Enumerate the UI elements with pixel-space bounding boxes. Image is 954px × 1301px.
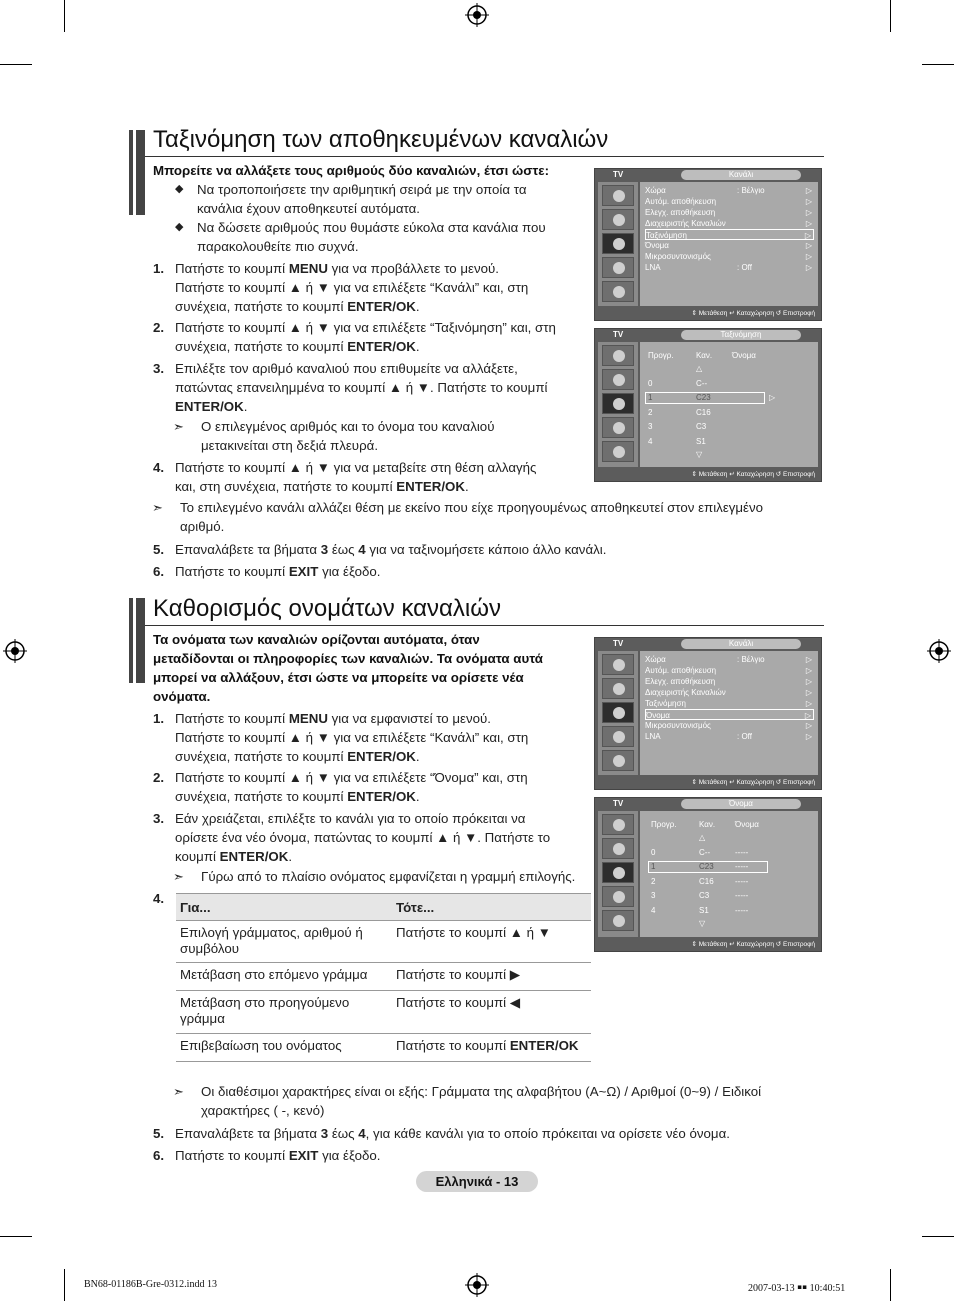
- osd-sort-body: [640, 342, 818, 467]
- note-line: Γύρω από το πλαίσιο ονόματος εμφανίζεται η γραμμή επιλογής.: [201, 869, 576, 884]
- channel-name: C16: [699, 877, 714, 886]
- step-line: Επιλέξτε τον αριθμό καναλιού που επιθυμείτε να αλλάξετε,: [175, 361, 518, 376]
- step-item: [153, 540, 607, 559]
- program-number: 3: [648, 422, 653, 431]
- step-item: [153, 318, 556, 356]
- osd-title: Κανάλι: [681, 639, 801, 649]
- program-number: 0: [648, 379, 653, 388]
- crop-mark: [890, 0, 891, 32]
- channel-icon: [602, 862, 634, 883]
- step-item: [153, 562, 381, 581]
- step-line: ENTER/OK.: [175, 399, 248, 414]
- osd-sidebar: [598, 811, 638, 937]
- osd-menu-item[interactable]: Χώρα : Βέλγιο ▷: [645, 186, 812, 195]
- picture-icon: [602, 345, 634, 366]
- note-arrow-icon: ➣: [173, 419, 184, 434]
- step-line: Πατήστε το κουμπί MENU για να εμφανιστεί το μενού.: [175, 711, 491, 726]
- up-arrow-icon: △: [699, 833, 706, 842]
- osd-name-body: [640, 811, 818, 937]
- program-number: 1: [648, 393, 653, 402]
- note-line: Οι διαθέσιμοι χαρακτήρες είναι οι εξής: Γράμματα της αλφαβήτου (Α~Ω) / Αριθμοί (0~9) / Ειδικοί: [201, 1084, 762, 1099]
- step-item: [153, 768, 528, 806]
- osd-menu-body: [640, 182, 818, 306]
- tv-osd-channel-menu: [594, 168, 822, 321]
- step-number: 2.: [153, 770, 165, 785]
- setup-icon: [602, 257, 634, 278]
- step-number: 4.: [153, 891, 165, 906]
- col-header: Όνομα: [732, 351, 756, 360]
- osd-sidebar: [598, 342, 638, 467]
- table-row: Μετάβαση στο προηγούμενο γράμμα Πατήστε το κουμπί ◀: [176, 991, 591, 1034]
- registration-mark-icon: [3, 639, 27, 663]
- step-line: και, στη συνέχεια, πατήστε το κουμπί ENTER/OK.: [175, 479, 469, 494]
- note: [173, 1082, 762, 1120]
- note: [152, 498, 764, 536]
- step-line: κουμπί ENTER/OK.: [175, 849, 293, 864]
- registration-mark-icon: [927, 639, 951, 663]
- step-number: 3.: [153, 811, 165, 826]
- section-rule: [145, 625, 824, 626]
- step-line: συνέχεια, πατήστε το κουμπί ENTER/OK.: [175, 299, 420, 314]
- input-icon: [602, 441, 634, 462]
- tv-osd-name: [594, 797, 822, 952]
- bullet-line: παρακολουθείτε πιο συχνά.: [197, 239, 359, 254]
- input-icon: [602, 910, 634, 931]
- section-marker: [129, 598, 145, 683]
- channel-name: C--: [699, 848, 711, 857]
- step-number: 3.: [153, 361, 165, 376]
- channel-name: C23: [699, 862, 714, 871]
- crop-mark: [0, 1236, 32, 1237]
- registration-mark-icon: [465, 1273, 489, 1297]
- step-item: [153, 1146, 381, 1165]
- note-line: χαρακτήρες ( -, κενό): [201, 1103, 325, 1118]
- step-line: Πατήστε το κουμπί ▲ ή ▼ για να επιλέξετε “Κανάλι” και, στη: [175, 730, 529, 745]
- program-number: 1: [651, 862, 656, 871]
- bullet-line: κανάλια έχουν αποθηκευτεί αυτόματα.: [197, 201, 420, 216]
- channel-icon: [602, 233, 634, 254]
- input-icon: [602, 281, 634, 302]
- col-header: Προγρ.: [651, 820, 677, 829]
- step-line: Επαναλάβετε τα βήματα 3 έως 4, για κάθε κανάλι για το οποίο πρόκειται να ορίσετε νέο όνομα.: [175, 1126, 730, 1141]
- step-number: 2.: [153, 320, 165, 335]
- note-arrow-icon: ➣: [152, 500, 163, 515]
- section-marker: [129, 130, 145, 215]
- setup-icon: [602, 726, 634, 747]
- up-arrow-icon: △: [696, 364, 703, 373]
- osd-menu-item[interactable]: Χώρα : Βέλγιο ▷: [645, 655, 812, 664]
- step-number: 1.: [153, 261, 165, 276]
- step-line: Πατήστε το κουμπί EXIT για έξοδο.: [175, 564, 381, 579]
- col-header: Όνομα: [735, 820, 759, 829]
- table-header: Για...: [176, 894, 392, 921]
- name-field: -----: [735, 848, 749, 857]
- bullet-item: [175, 180, 527, 218]
- step-number: 6.: [153, 564, 165, 579]
- section-intro: Τα ονόματα των καναλιών ορίζονται αυτόματα, όταν μεταδίδονται οι πληροφορίες των καναλιών. Τα ονόματα αυτά μπορεί να αλλάξουν, έτσι ώστε να μπορείτε να ορίσετε νέα ονόματα.: [153, 632, 543, 704]
- step-number: 1.: [153, 711, 165, 726]
- osd-menu-item[interactable]: LNA : Off ▷: [645, 732, 812, 741]
- section-rule: [145, 156, 824, 157]
- osd-menu-item[interactable]: Όνομα ▷: [645, 241, 812, 250]
- channel-icon: [602, 702, 634, 723]
- osd-menu-item[interactable]: Μικροσυντονισμός ▷: [645, 721, 812, 730]
- picture-icon: [602, 814, 634, 835]
- down-arrow-icon: ▽: [699, 919, 706, 928]
- name-field: -----: [735, 877, 749, 886]
- channel-name: C3: [699, 891, 710, 900]
- osd-menu-item[interactable]: Ελεγχ. αποθήκευση ▷: [645, 208, 812, 217]
- program-number: 4: [651, 906, 656, 915]
- note-line: Ο επιλεγμένος αριθμός και το όνομα του καναλιού: [201, 419, 495, 434]
- crop-mark: [922, 64, 954, 65]
- osd-menu-item[interactable]: Μικροσυντονισμός ▷: [645, 252, 812, 261]
- footer-file: BN68-01186B-Gre-0312.indd 13: [84, 1279, 217, 1290]
- osd-tv-label: TV: [613, 330, 624, 339]
- sound-icon: [602, 678, 634, 699]
- step-line: Πατήστε το κουμπί ▲ ή ▼ για να επιλέξετε “Ταξινόμηση” και, στη: [175, 320, 556, 335]
- step-line: συνέχεια, πατήστε το κουμπί ENTER/OK.: [175, 339, 420, 354]
- step-item: [153, 359, 548, 416]
- channel-name: C16: [696, 408, 711, 417]
- name-field[interactable]: -----: [735, 862, 749, 871]
- osd-footer: ⇕ Μετάθεση ↵ Καταχώρηση ↺ Επιστροφή: [691, 779, 815, 786]
- bullet-line: Να τροποποιήσετε την αριθμητική σειρά με την οποία τα: [197, 182, 527, 197]
- step-line: συνέχεια, πατήστε το κουμπί ENTER/OK.: [175, 789, 420, 804]
- channel-name: C3: [696, 422, 707, 431]
- diamond-bullet-icon: ◆: [175, 221, 184, 233]
- setup-icon: [602, 886, 634, 907]
- table-row: Επιλογή γράμματος, αριθμού ή συμβόλου Πατήστε το κουμπί ▲ ή ▼: [176, 921, 591, 963]
- section-title: Καθορισμός ονομάτων καναλιών: [153, 595, 501, 622]
- step-line: Πατήστε το κουμπί ▲ ή ▼ για να μεταβείτε στη θέση αλλαγής: [175, 460, 537, 475]
- osd-title: Ταξινόμηση: [681, 330, 801, 340]
- setup-icon: [602, 417, 634, 438]
- program-number: 3: [651, 891, 656, 900]
- col-header: Καν.: [696, 351, 713, 360]
- table-row: Μετάβαση στο επόμενο γράμμα Πατήστε το κουμπί ▶: [176, 963, 591, 991]
- channel-icon: [602, 393, 634, 414]
- diamond-bullet-icon: ◆: [175, 183, 184, 195]
- input-icon: [602, 750, 634, 771]
- step-number: 6.: [153, 1148, 165, 1163]
- step-item: [153, 1124, 730, 1143]
- tv-osd-sort: [594, 328, 822, 482]
- sound-icon: [602, 838, 634, 859]
- section-title: Ταξινόμηση των αποθηκευμένων καναλιών: [153, 126, 609, 153]
- channel-name: S1: [699, 906, 709, 915]
- col-header: Καν.: [699, 820, 716, 829]
- sound-icon: [602, 209, 634, 230]
- step-line: Πατήστε το κουμπί EXIT για έξοδο.: [175, 1148, 381, 1163]
- note: [173, 417, 495, 455]
- table-header: Τότε...: [392, 894, 591, 921]
- step-line: Πατήστε το κουμπί ▲ ή ▼ για να επιλέξετε “Όνομα” και, στη: [175, 770, 528, 785]
- osd-footer: ⇕ Μετάθεση ↵ Καταχώρηση ↺ Επιστροφή: [691, 471, 815, 478]
- channel-name: S1: [696, 437, 706, 446]
- step-line: Πατήστε το κουμπί MENU για να προβάλλετε το μενού.: [175, 261, 499, 276]
- channel-name: C--: [696, 379, 708, 388]
- osd-menu-item-selected[interactable]: Όνομα ▷: [645, 709, 814, 720]
- note-line: αριθμό.: [180, 519, 225, 534]
- crop-mark: [922, 1236, 954, 1237]
- note-line: μετακινείται στη δεξιά πλευρά.: [201, 438, 379, 453]
- osd-menu-item[interactable]: Διαχειριστής Καναλιών ▷: [645, 688, 812, 697]
- osd-menu-item-selected[interactable]: Ταξινόμηση ▷: [645, 229, 814, 240]
- osd-tv-label: TV: [613, 170, 624, 179]
- osd-title: Κανάλι: [681, 170, 801, 180]
- name-field: -----: [735, 906, 749, 915]
- osd-menu-item[interactable]: Ταξινόμηση ▷: [645, 699, 812, 708]
- name-field: -----: [735, 891, 749, 900]
- note-arrow-icon: ➣: [173, 1084, 184, 1099]
- tv-osd-channel-menu: [594, 637, 822, 790]
- osd-menu-item[interactable]: Αυτόμ. αποθήκευση ▷: [645, 197, 812, 206]
- channel-name: C23: [696, 393, 711, 402]
- crop-mark: [64, 0, 65, 32]
- step-line: συνέχεια, πατήστε το κουμπί ENTER/OK.: [175, 749, 420, 764]
- step-line: Εάν χρειάζεται, επιλέξτε το κανάλι για το οποίο πρόκειται να: [175, 811, 526, 826]
- osd-tv-label: TV: [613, 799, 624, 808]
- step-number: 5.: [153, 542, 165, 557]
- program-number: 2: [648, 408, 653, 417]
- step-line: ορίσετε ένα νέο όνομα, πατώντας το κουμπί ▲ ή ▼. Πατήστε το: [175, 830, 551, 845]
- step-number: 4.: [153, 460, 165, 475]
- page-number-badge: Ελληνικά - 13: [416, 1171, 538, 1192]
- program-number: 4: [648, 437, 653, 446]
- step-item: [153, 809, 551, 866]
- instruction-table: [176, 893, 591, 1062]
- note-line: Το επιλεγμένο κανάλι αλλάζει θέση με εκείνο που είχε προηγουμένως αποθηκευτεί στον επιλεγμένο: [180, 500, 764, 515]
- program-number: 0: [651, 848, 656, 857]
- step-line: Πατήστε το κουμπί ▲ ή ▼ για να επιλέξετε “Κανάλι” και, στη: [175, 280, 529, 295]
- table-row: Επιβεβαίωση του ονόματος Πατήστε το κουμπί ENTER/OK: [176, 1034, 591, 1062]
- bullet-line: Να δώσετε αριθμούς που θυμάστε εύκολα στα κανάλια που: [197, 220, 546, 235]
- crop-mark: [0, 64, 32, 65]
- step-item: [153, 259, 529, 316]
- footer-date: 2007-03-13 ￭￭ 10:40:51: [748, 1283, 846, 1294]
- osd-tv-label: TV: [613, 639, 624, 648]
- osd-menu-body: [640, 651, 818, 775]
- right-arrow-icon: ▷: [769, 393, 776, 402]
- bullet-item: [175, 218, 546, 256]
- registration-mark-icon: [465, 3, 489, 27]
- osd-menu-item[interactable]: Αυτόμ. αποθήκευση ▷: [645, 666, 812, 675]
- osd-menu-item[interactable]: Διαχειριστής Καναλιών ▷: [645, 219, 812, 228]
- note: [173, 867, 576, 886]
- step-number: 5.: [153, 1126, 165, 1141]
- sound-icon: [602, 369, 634, 390]
- osd-footer: ⇕ Μετάθεση ↵ Καταχώρηση ↺ Επιστροφή: [691, 310, 815, 317]
- picture-icon: [602, 654, 634, 675]
- osd-menu-item[interactable]: LNA : Off ▷: [645, 263, 812, 272]
- picture-icon: [602, 185, 634, 206]
- step-line: Επαναλάβετε τα βήματα 3 έως 4 για να ταξινομήσετε κάποιο άλλο κανάλι.: [175, 542, 607, 557]
- step-item: [153, 458, 537, 496]
- down-arrow-icon: ▽: [696, 450, 703, 459]
- col-header: Προγρ.: [648, 351, 674, 360]
- osd-menu-item[interactable]: Ελεγχ. αποθήκευση ▷: [645, 677, 812, 686]
- osd-footer: ⇕ Μετάθεση ↵ Καταχώρηση ↺ Επιστροφή: [691, 941, 815, 948]
- crop-mark: [64, 1269, 65, 1301]
- crop-mark: [890, 1269, 891, 1301]
- step-line: πατώντας επανειλημμένα το κουμπί ▲ ή ▼. Πατήστε το κουμπί: [175, 380, 548, 395]
- note-arrow-icon: ➣: [173, 869, 184, 884]
- osd-sidebar: [598, 651, 638, 775]
- osd-sidebar: [598, 182, 638, 306]
- program-number: 2: [651, 877, 656, 886]
- osd-title: Όνομα: [681, 799, 801, 809]
- section-intro: Μπορείτε να αλλάξετε τους αριθμούς δύο καναλιών, έτσι ώστε:: [153, 163, 550, 178]
- step-item: [153, 709, 529, 766]
